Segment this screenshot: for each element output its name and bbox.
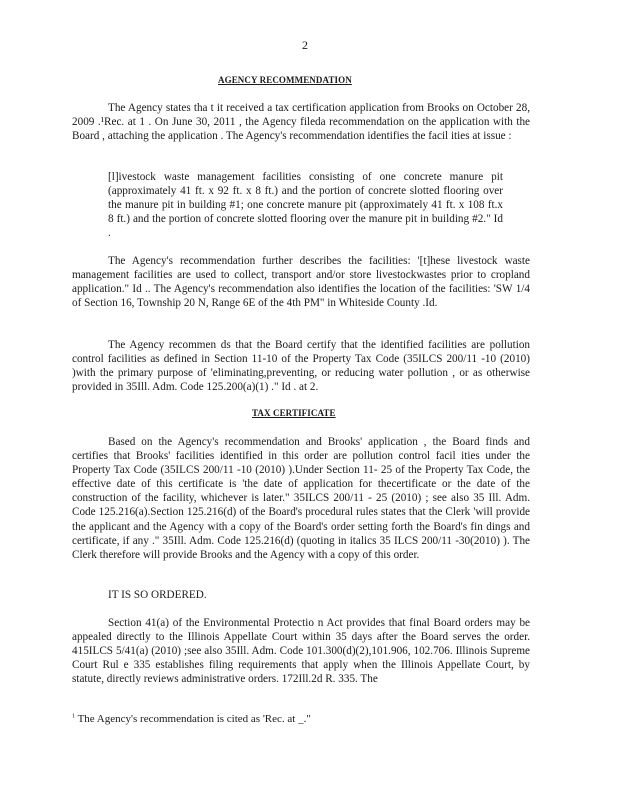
paragraph-appeal-rights: Section 41(a) of the Environmental Protectio n Act provides that final Board orders may be appealed directly to the Illinois Appellate Court within 35 days after the Board serves the order. 415ILCS 5/41(a) (2010) ;see also 35Ill. Adm. Code 101.300(d)(2),101.906, 102.706. Illinois Supreme Court Rul e 335 establishes filing requirements that apply when the Illinois Appellate Court, by statute, directly reviews administrative orders. 172Ill.2d R. 335. The xyxy=(72,617,530,686)
footnote xyxy=(72,713,311,725)
agency-recommendation-heading: AGENCY RECOMMENDATION xyxy=(218,75,352,85)
paragraph-board-findings: Based on the Agency's recommendation and Brooks' application , the Board finds and certifies that Brooks' facilities identified in this order are pollution control facil ities under the Property Tax Code (35ILCS 200/11 -10 (2010) ).Under Section 11- 25 of the Property Tax Code, the effective date of this certificate is 'the date of application for thecertificate or the date of the construction of the facility, whichever is later." 35ILCS 200/11 - 25 (2010) ; see also 35 Ill. Adm. Code 125.216(a).Section 125.216(d) of the Board's procedural rules states that the Clerk 'will provide the applicant and the Agency with a copy of the Board's order setting forth the Board's fin dings and certificate, if any ." 35Ill. Adm. Code 125.216(d) (quoting in italics 35 ILCS 200/11 -30(2010) ). The Clerk therefore will provide Brooks and the Agency with a copy of this order. xyxy=(72,436,530,561)
footnote-marker: 1 xyxy=(72,713,75,720)
footnote-text: The Agency's recommendation is cited as 'Rec. at _." xyxy=(77,713,311,725)
page-number: 2 xyxy=(302,38,308,52)
footnote-divider xyxy=(72,700,222,701)
tax-certificate-heading: TAX CERTIFICATE xyxy=(252,408,336,418)
paragraph-agency-certification: The Agency recommen ds that the Board certify that the identified facilities are pollution control facilities as defined in Section 11-10 of the Property Tax Code (35ILCS 200/11 -10 (2010) )with the primary purpose of 'eliminating,preventing, or reducing water pollution , or as otherwise provided in 35Ill. Adm. Code 125.200(a)(1) ." Id . at 2. xyxy=(72,339,530,394)
order-statement: IT IS SO ORDERED. xyxy=(108,589,207,601)
block-quote-facilities: [l]ivestock waste management facilities consisting of one concrete manure pit (approximately 41 ft. x 92 ft. x 8 ft.) and the portion of concrete slotted flooring over the manure pit in building #1; one concrete manure pit (approximately 41 ft. x 108 ft.x 8 ft.) and the portion of concrete slotted flooring over the manure pit in building #2." Id . xyxy=(108,171,503,240)
paragraph-agency-receipt: The Agency states tha t it received a tax certification application from Brooks on October 28, 2009 .¹Rec. at 1 . On June 30, 2011 , the Agency fileda recommendation on the application with the Board , attaching the application . The Agency's recommendation identifies the facil ities at issue : xyxy=(72,102,530,143)
paragraph-facility-description: The Agency's recommendation further describes the facilities: '[t]hese livestock waste management facilities are used to collect, transport and/or store livestockwastes prior to cropland application." Id .. The Agency's recommendation also identifies the location of the facilities: 'SW 1/4 of Section 16, Township 20 N, Range 6E of the 4th PM" in Whiteside County .Id. xyxy=(72,255,530,310)
